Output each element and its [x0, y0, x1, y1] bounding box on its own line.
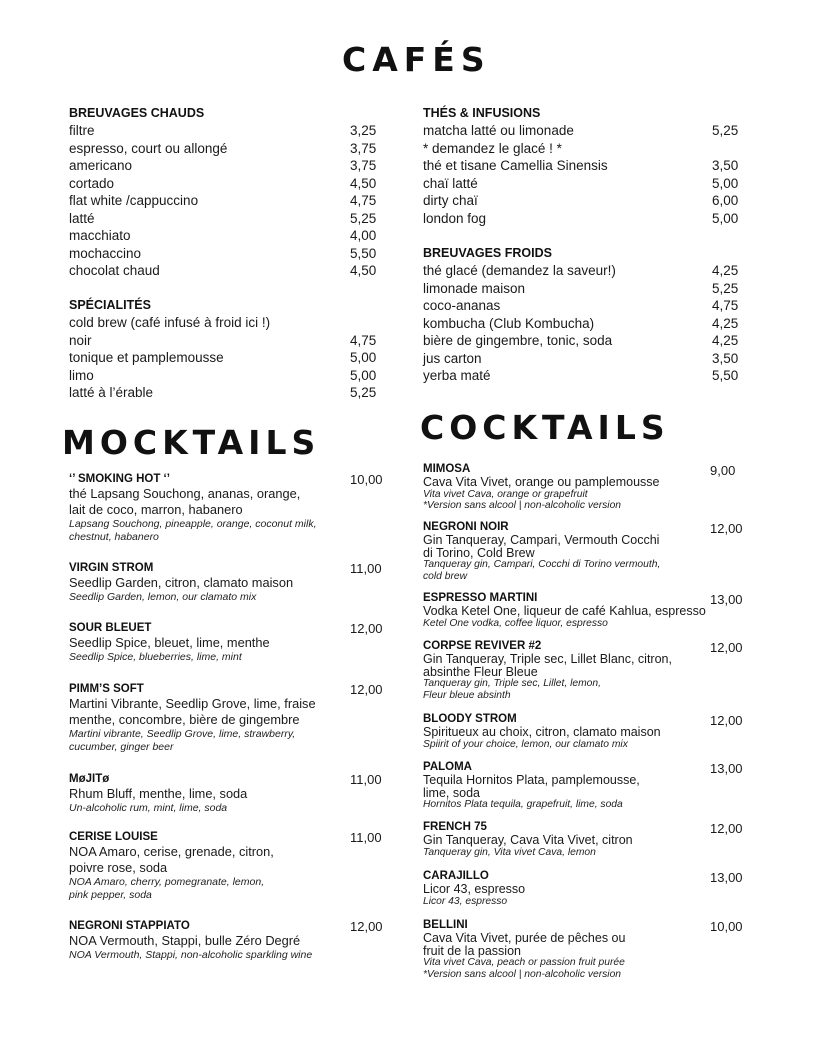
menu-row	[423, 332, 753, 350]
drink-price: 11,00	[350, 561, 382, 576]
item-name: limonade maison	[423, 280, 526, 296]
item-name: * demandez le glacé ! *	[423, 140, 562, 156]
item-name: mochaccino	[69, 245, 142, 261]
drink-translation: chestnut, habanero	[69, 531, 159, 543]
item-name: chaï latté	[423, 175, 478, 191]
teas-list	[423, 122, 753, 227]
cold-drinks-heading: BREUVAGES FROIDS	[423, 246, 552, 260]
item-price: 4,50	[350, 175, 377, 191]
menu-row	[69, 262, 389, 280]
drink-description: Vodka Ketel One, liqueur de café Kahlua, espresso	[423, 604, 706, 618]
drink-price: 11,00	[350, 772, 382, 787]
item-name: noir	[69, 332, 92, 348]
drink-description: Gin Tanqueray, Cava Vita Vivet, citron	[423, 833, 633, 847]
cocktail-item	[423, 919, 743, 980]
item-name: jus carton	[423, 350, 482, 366]
item-price: 3,50	[712, 158, 739, 173]
item-name: flat white /cappuccino	[69, 193, 199, 208]
drink-translation: Vita vivet Cava, orange or grapefruit	[423, 488, 588, 500]
drink-price: 12,00	[710, 713, 743, 728]
drink-translation: Seedlip Garden, lemon, our clamato mix	[69, 591, 257, 603]
item-name: bière de gingembre, tonic, soda	[423, 333, 613, 348]
drink-translation: Licor 43, espresso	[423, 895, 508, 907]
item-price: 5,25	[712, 280, 739, 296]
drink-price: 12,00	[350, 682, 383, 697]
specialties-section	[69, 297, 389, 402]
drink-name: VIRGIN STROM	[69, 562, 154, 574]
hot-drinks-section	[69, 105, 389, 280]
drink-name: BLOODY STROM	[423, 713, 517, 725]
item-price: 4,00	[350, 228, 377, 243]
teas-heading: THÉS & INFUSIONS	[423, 106, 541, 120]
drink-translation: Ketel One vodka, coffee liquor, espresso	[423, 617, 608, 629]
item-price: 5,25	[350, 210, 377, 226]
item-price: 5,00	[350, 350, 377, 365]
menu-row	[423, 140, 753, 158]
drink-translation: Fleur bleue absinth	[423, 689, 511, 701]
menu-row	[69, 367, 389, 385]
drink-description: Spiritueux au choix, citron, clamato maison	[423, 725, 661, 739]
drink-description: Cava Vita Vivet, orange ou pamplemousse	[423, 475, 660, 489]
drink-name: CARAJILLO	[423, 870, 489, 882]
drink-description: Tequila Hornitos Plata, pamplemousse,	[423, 773, 640, 787]
menu-row	[69, 227, 389, 245]
drink-description: lime, soda	[423, 785, 480, 800]
drink-price: 13,00	[710, 761, 743, 776]
drink-price: 12,00	[710, 821, 743, 836]
drink-description: Martini Vibrante, Seedlip Grove, lime, fraise	[69, 696, 316, 711]
mocktail-item	[69, 682, 383, 754]
drink-price: 11,00	[350, 830, 382, 845]
drink-name: CERISE LOUISE	[69, 831, 158, 843]
item-name: kombucha (Club Kombucha)	[423, 315, 595, 331]
drink-description: Licor 43, espresso	[423, 882, 526, 896]
cold-drinks-section	[423, 245, 753, 385]
item-name: thé glacé (demandez la saveur!)	[423, 263, 616, 278]
item-name: matcha latté ou limonade	[423, 123, 574, 138]
mocktail-item	[69, 830, 382, 902]
hot-drinks-heading: BREUVAGES CHAUDS	[69, 106, 205, 120]
drink-translation: *Version sans alcool | non-alcoholic version	[423, 500, 622, 511]
cocktail-item	[423, 761, 743, 811]
item-name: filtre	[69, 123, 95, 138]
item-name: tonique et pamplemousse	[69, 350, 224, 365]
cafes-title: CAFÉS	[342, 40, 491, 79]
item-name: limo	[69, 367, 94, 383]
drink-name: MøJITø	[69, 773, 110, 785]
item-price: 5,25	[350, 385, 377, 400]
drink-translation: Seedlip Spice, blueberries, lime, mint	[69, 651, 242, 663]
hot-drinks-list	[69, 122, 389, 280]
drink-name: CORPSE REVIVER #2	[423, 640, 542, 652]
item-price: 4,50	[350, 263, 377, 278]
drink-description: NOA Vermouth, Stappi, bulle Zéro Degré	[69, 933, 301, 948]
menu-row	[423, 367, 753, 385]
mocktails-title: MOCKTAILS	[62, 423, 321, 462]
drink-description: thé Lapsang Souchong, ananas, orange,	[69, 486, 301, 501]
item-name: macchiato	[69, 228, 131, 243]
item-name: yerba maté	[423, 368, 491, 383]
item-name: espresso, court ou allongé	[69, 140, 228, 156]
drink-translation: pink pepper, soda	[69, 889, 152, 901]
mocktail-item	[69, 772, 382, 815]
item-price: 3,25	[350, 123, 377, 138]
item-price: 3,75	[350, 158, 377, 173]
drink-price: 13,00	[710, 592, 743, 607]
cocktail-item	[423, 463, 736, 512]
menu-row	[423, 280, 753, 298]
item-price: 3,75	[350, 140, 377, 156]
item-price: 3,50	[712, 350, 739, 366]
menu-row	[423, 262, 753, 280]
item-name: latté	[69, 210, 95, 226]
item-name: london fog	[423, 210, 487, 226]
drink-description: poivre rose, soda	[69, 860, 168, 875]
mocktail-item	[69, 472, 383, 544]
menu-row	[423, 122, 753, 140]
drink-price: 10,00	[710, 919, 743, 934]
mocktail-item	[69, 561, 382, 604]
drink-name: SOUR BLEUET	[69, 622, 152, 634]
drink-translation: Vita vivet Cava, peach or passion fruit purée	[423, 957, 625, 968]
drink-description: Gin Tanqueray, Campari, Vermouth Cocchi	[423, 533, 660, 547]
item-name: dirty chaï	[423, 193, 478, 208]
item-name: cold brew (café infusé à froid ici !)	[69, 315, 271, 330]
menu-row	[69, 157, 389, 175]
item-price: 6,00	[712, 193, 739, 208]
item-name: latté à l’érable	[69, 385, 154, 400]
menu-row	[69, 122, 389, 140]
drink-description: fruit de la passion	[423, 943, 521, 958]
drink-description: lait de coco, marron, habanero	[69, 502, 243, 517]
mocktail-item	[69, 919, 383, 962]
item-price: 5,00	[350, 367, 377, 383]
drink-translation: Martini vibrante, Seedlip Grove, lime, strawberry,	[69, 728, 296, 740]
specialties-heading: SPÉCIALITÉS	[69, 298, 151, 312]
drink-description: Cava Vita Vivet, purée de pêches ou	[423, 931, 626, 945]
menu-row	[423, 297, 753, 315]
item-name: coco-ananas	[423, 298, 501, 313]
item-name: thé et tisane Camellia Sinensis	[423, 158, 608, 173]
drink-price: 9,00	[710, 463, 736, 478]
drink-translation: NOA Vermouth, Stappi, non-alcoholic sparkling wine	[69, 949, 313, 961]
menu-row	[423, 175, 753, 193]
drink-name: FRENCH 75	[423, 821, 487, 833]
drink-name: PIMM’S SOFT	[69, 683, 144, 695]
drink-translation: Tanqueray gin, Campari, Cocchi di Torino vermouth,	[423, 559, 661, 570]
item-price: 5,00	[712, 175, 739, 191]
item-price: 4,75	[350, 332, 377, 348]
drink-description: Seedlip Spice, bleuet, lime, menthe	[69, 635, 270, 650]
cocktail-item	[423, 640, 743, 701]
drink-price: 12,00	[710, 521, 743, 536]
cocktail-item	[423, 870, 743, 907]
menu-row	[69, 384, 389, 402]
drink-translation: Tanqueray gin, Triple sec, Lillet, lemon,	[423, 678, 601, 689]
drink-price: 12,00	[710, 640, 743, 655]
drink-description: NOA Amaro, cerise, grenade, citron,	[69, 844, 274, 859]
drink-translation: NOA Amaro, cherry, pomegranate, lemon,	[69, 876, 265, 888]
drink-translation: Spiirit of your choice, lemon, our clamato mix	[423, 738, 628, 750]
drink-description: menthe, concombre, bière de gingembre	[69, 712, 300, 727]
item-price: 4,25	[712, 315, 739, 331]
drink-description: Rhum Bluff, menthe, lime, soda	[69, 786, 248, 801]
item-price: 4,75	[350, 193, 377, 208]
drink-name: NEGRONI STAPPIATO	[69, 920, 190, 932]
drink-translation: Tanqueray gin, Vita vivet Cava, lemon	[423, 846, 596, 858]
cocktail-item	[423, 521, 743, 582]
drink-name: ‘’ SMOKING HOT ‘’	[69, 473, 170, 485]
menu-row	[423, 210, 753, 228]
drink-name: ESPRESSO MARTINI	[423, 592, 538, 604]
mocktail-item	[69, 621, 383, 664]
menu-row	[69, 314, 389, 332]
drink-price: 12,00	[350, 919, 383, 934]
drink-translation: *Version sans alcool | non-alcoholic version	[423, 968, 622, 980]
menu-row	[423, 350, 753, 368]
drink-price: 13,00	[710, 870, 743, 885]
drink-description: Seedlip Garden, citron, clamato maison	[69, 575, 294, 590]
cold-drinks-list	[423, 262, 753, 385]
item-price: 4,25	[712, 333, 739, 348]
drink-name: BELLINI	[423, 919, 468, 931]
drink-price: 12,00	[350, 621, 383, 636]
drink-price: 10,00	[350, 472, 383, 487]
drink-name: PALOMA	[423, 761, 472, 773]
drink-description: di Torino, Cold Brew	[423, 545, 535, 560]
item-price: 5,25	[712, 123, 739, 138]
item-price: 5,50	[350, 245, 377, 261]
menu-row	[423, 192, 753, 210]
drink-translation: Hornitos Plata tequila, grapefruit, lime, soda	[423, 799, 623, 810]
item-name: americano	[69, 158, 133, 173]
menu-row	[69, 140, 389, 158]
cocktail-item	[423, 592, 743, 629]
drink-translation: Un-alcoholic rum, mint, lime, soda	[69, 802, 228, 814]
menu-row	[423, 157, 753, 175]
drink-description: Gin Tanqueray, Triple sec, Lillet Blanc, citron,	[423, 652, 672, 666]
drink-name: NEGRONI NOIR	[423, 521, 509, 533]
menu-row	[69, 175, 389, 193]
cocktail-item	[423, 821, 743, 858]
drink-translation: cold brew	[423, 570, 468, 582]
cocktails-title: COCKTAILS	[420, 408, 670, 447]
item-price: 4,75	[712, 298, 739, 313]
teas-section	[423, 105, 753, 227]
drink-translation: Lapsang Souchong, pineapple, orange, coconut milk,	[69, 518, 317, 530]
cocktail-item	[423, 713, 743, 750]
specialties-list	[69, 314, 389, 402]
menu-row	[423, 315, 753, 333]
menu-row	[69, 349, 389, 367]
item-price: 4,25	[712, 263, 739, 278]
drink-translation: cucumber, ginger beer	[69, 741, 174, 753]
item-name: chocolat chaud	[69, 263, 160, 278]
drink-name: MIMOSA	[423, 463, 471, 475]
item-price: 5,00	[712, 210, 739, 226]
item-name: cortado	[69, 175, 115, 191]
menu-row	[69, 192, 389, 210]
item-price: 5,50	[712, 368, 739, 383]
menu-row	[69, 245, 389, 263]
menu-row	[69, 210, 389, 228]
drink-description: absinthe Fleur Bleue	[423, 664, 538, 679]
menu-row	[69, 332, 389, 350]
